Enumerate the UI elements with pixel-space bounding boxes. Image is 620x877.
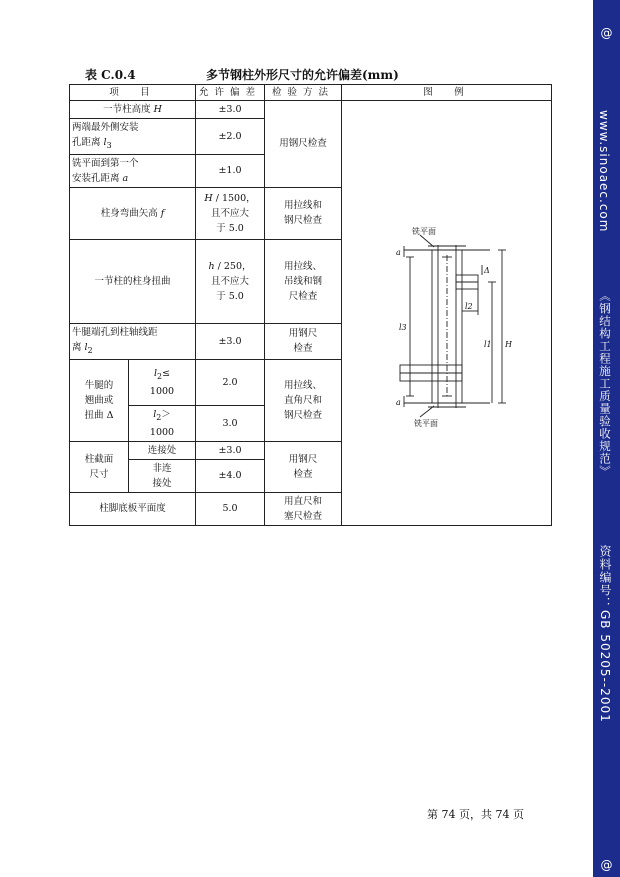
row-tolerance: 5.0 bbox=[196, 492, 265, 525]
table-header-row bbox=[70, 85, 552, 101]
row-subitem: 非连 接处 bbox=[129, 459, 196, 492]
dim-l2: l2 bbox=[465, 301, 473, 311]
table-title: 多节钢柱外形尺寸的允许偏差(mm) bbox=[206, 68, 399, 82]
row-item: 一节柱高度 H bbox=[70, 101, 196, 119]
row-item: 柱身弯曲矢高 f bbox=[70, 187, 196, 239]
figure-cell bbox=[342, 101, 552, 526]
row-tolerance: ±3.0 bbox=[196, 323, 265, 359]
table-row bbox=[70, 101, 552, 119]
row-method: 用拉线和 钢尺检查 bbox=[265, 187, 342, 239]
row-subitem: $l_2\le$ 1000 bbox=[129, 359, 196, 405]
row-tolerance: ±3.0 bbox=[196, 101, 265, 119]
row-item: 铣平面到第一个 安装孔距离 a bbox=[70, 154, 196, 187]
table-number: 表 C.0.4 bbox=[85, 68, 136, 82]
page-number: 第 74 页，共 74 页 bbox=[427, 808, 524, 821]
dim-H: H bbox=[505, 339, 512, 349]
row-method: 用直尺和 塞尺检查 bbox=[265, 492, 342, 525]
row-tolerance: H / 1500， 且不应大 于 5.0 bbox=[196, 187, 265, 239]
row-method: 用钢尺 检查 bbox=[265, 441, 342, 492]
dim-l3: l3 bbox=[399, 322, 407, 332]
row-item: 柱截面 尺寸 bbox=[70, 441, 129, 492]
row-item: 柱脚底板平面度 bbox=[70, 492, 196, 525]
row-item: 牛腿端孔到柱轴线距 离 $l_2$ bbox=[70, 323, 196, 359]
site-url: www.sinoaec.com bbox=[597, 110, 611, 233]
dim-a-top: a bbox=[396, 247, 401, 257]
row-tolerance: ±2.0 bbox=[196, 119, 265, 155]
label-milled-face-top: 铣平面 bbox=[412, 226, 437, 236]
row-tolerance: ±4.0 bbox=[196, 459, 265, 492]
row-subitem: 连接处 bbox=[129, 441, 196, 459]
row-method: 用钢尺检查 bbox=[265, 101, 342, 188]
column-diagram bbox=[342, 115, 552, 511]
label-milled-face-bottom: 铣平面 bbox=[414, 418, 439, 428]
tolerance-table bbox=[69, 84, 552, 526]
row-subitem: $l_2>$ 1000 bbox=[129, 405, 196, 441]
header-method: 检验方法 bbox=[265, 85, 342, 101]
dim-a-bottom: a bbox=[396, 397, 401, 407]
row-tolerance: ±1.0 bbox=[196, 154, 265, 187]
row-method: 用拉线、 吊线和钢 尺检查 bbox=[265, 239, 342, 323]
row-tolerance: h / 250， 且不应大 于 5.0 bbox=[196, 239, 265, 323]
dim-delta: Δ bbox=[484, 265, 490, 275]
book-title: 《钢结构工程施工质量验收规范》 bbox=[598, 290, 612, 478]
header-figure: 图 例 bbox=[342, 85, 552, 101]
sidebar-banner bbox=[593, 0, 620, 877]
row-item: 牛腿的 翘曲或 扭曲 Δ bbox=[70, 359, 129, 441]
row-method: 用拉线、 直角尺和 钢尺检查 bbox=[265, 359, 342, 441]
row-tolerance: 3.0 bbox=[196, 405, 265, 441]
at-sign-top: @ bbox=[600, 26, 613, 40]
document-code: 资料编号：GB 50205--2001 bbox=[598, 545, 612, 723]
row-item: 两端最外侧安装 孔距离 $l_3$ bbox=[70, 119, 196, 155]
table-caption bbox=[72, 66, 552, 82]
header-tolerance: 允许偏差 bbox=[196, 85, 265, 101]
at-sign-bottom: @ bbox=[600, 858, 613, 872]
row-tolerance: ±3.0 bbox=[196, 441, 265, 459]
header-item: 项 目 bbox=[70, 85, 196, 101]
row-item: 一节柱的柱身扭曲 bbox=[70, 239, 196, 323]
row-method: 用钢尺 检查 bbox=[265, 323, 342, 359]
row-tolerance: 2.0 bbox=[196, 359, 265, 405]
dim-l1: l1 bbox=[484, 339, 492, 349]
